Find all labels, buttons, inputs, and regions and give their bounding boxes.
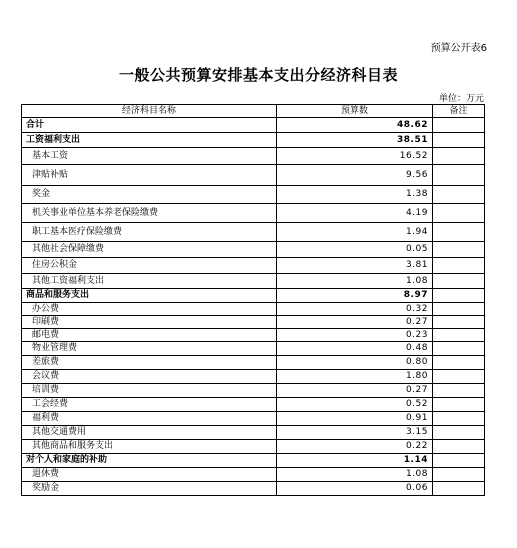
- row-note: [433, 412, 485, 426]
- row-amount: 4.19: [277, 204, 433, 223]
- row-item-name: 邮电费: [22, 329, 277, 342]
- unit-label: 单位：万元: [438, 94, 484, 104]
- header-amount: 预算数: [277, 105, 433, 118]
- row-item-name: 住房公积金: [22, 258, 277, 274]
- row-amount: 3.15: [277, 426, 433, 440]
- row-item-name: 其他工资福利支出: [22, 274, 277, 289]
- table-row: [22, 342, 485, 356]
- row-amount: 0.06: [277, 482, 433, 496]
- table-row: [22, 223, 485, 242]
- row-amount: 0.52: [277, 398, 433, 412]
- row-amount: 1.80: [277, 370, 433, 384]
- row-item-name: 会议费: [22, 370, 277, 384]
- row-amount: 8.97: [277, 289, 433, 303]
- table-row: [22, 242, 485, 258]
- row-amount: 1.08: [277, 468, 433, 482]
- row-item-name: 商品和服务支出: [22, 289, 277, 303]
- table-row: [22, 384, 485, 398]
- document-title: 一般公共预算安排基本支出分经济科目表: [118, 66, 398, 84]
- row-amount: 0.23: [277, 329, 433, 342]
- row-item-name: 职工基本医疗保险缴费: [22, 223, 277, 242]
- row-amount: 0.27: [277, 316, 433, 329]
- row-amount: 9.56: [277, 165, 433, 186]
- row-amount: 1.38: [277, 186, 433, 204]
- table-row: [22, 426, 485, 440]
- table-row: [22, 186, 485, 204]
- table-code-label: 预算公开表6: [430, 43, 487, 54]
- row-note: [433, 356, 485, 370]
- row-amount: 1.08: [277, 274, 433, 289]
- table-row: [22, 274, 485, 289]
- row-note: [433, 165, 485, 186]
- row-item-name: 物业管理费: [22, 342, 277, 356]
- row-item-name: 工会经费: [22, 398, 277, 412]
- row-amount: 3.81: [277, 258, 433, 274]
- row-note: [433, 274, 485, 289]
- row-amount: 0.22: [277, 440, 433, 454]
- row-item-name: 合计: [22, 118, 277, 133]
- row-amount: 0.32: [277, 303, 433, 316]
- row-note: [433, 316, 485, 329]
- row-amount: 0.48: [277, 342, 433, 356]
- row-note: [433, 342, 485, 356]
- row-note: [433, 133, 485, 148]
- row-note: [433, 186, 485, 204]
- row-note: [433, 482, 485, 496]
- header-name: 经济科目名称: [22, 105, 277, 118]
- table-row: [22, 303, 485, 316]
- row-note: [433, 370, 485, 384]
- row-amount: 16.52: [277, 148, 433, 165]
- table-row: [22, 468, 485, 482]
- row-amount: 0.05: [277, 242, 433, 258]
- row-amount: 38.51: [277, 133, 433, 148]
- table-row: [22, 258, 485, 274]
- row-item-name: 工资福利支出: [22, 133, 277, 148]
- row-item-name: 其他交通费用: [22, 426, 277, 440]
- row-amount: 0.27: [277, 384, 433, 398]
- row-note: [433, 242, 485, 258]
- table-row: [22, 204, 485, 223]
- row-note: [433, 426, 485, 440]
- table-row: [22, 148, 485, 165]
- row-item-name: 退休费: [22, 468, 277, 482]
- row-amount: 1.14: [277, 454, 433, 468]
- row-item-name: 其他社会保障缴费: [22, 242, 277, 258]
- row-item-name: 办公费: [22, 303, 277, 316]
- row-item-name: 培训费: [22, 384, 277, 398]
- row-item-name: 机关事业单位基本养老保险缴费: [22, 204, 277, 223]
- row-note: [433, 454, 485, 468]
- row-amount: 48.62: [277, 118, 433, 133]
- row-item-name: 印刷费: [22, 316, 277, 329]
- row-note: [433, 303, 485, 316]
- table-row: [22, 412, 485, 426]
- table-row: [22, 482, 485, 496]
- row-item-name: 基本工资: [22, 148, 277, 165]
- row-note: [433, 223, 485, 242]
- table-header-row: [22, 105, 485, 118]
- table-row: [22, 398, 485, 412]
- row-note: [433, 398, 485, 412]
- row-note: [433, 329, 485, 342]
- row-note: [433, 384, 485, 398]
- table-row: [22, 440, 485, 454]
- row-item-name: 其他商品和服务支出: [22, 440, 277, 454]
- row-amount: 0.91: [277, 412, 433, 426]
- row-item-name: 差旅费: [22, 356, 277, 370]
- row-item-name: 津贴补贴: [22, 165, 277, 186]
- row-note: [433, 148, 485, 165]
- table-row: [22, 289, 485, 303]
- budget-table: [21, 104, 485, 496]
- row-item-name: 奖金: [22, 186, 277, 204]
- row-note: [433, 440, 485, 454]
- table-row: [22, 356, 485, 370]
- table-row: [22, 165, 485, 186]
- row-note: [433, 118, 485, 133]
- table-row: [22, 370, 485, 384]
- header-note: 备注: [433, 105, 485, 118]
- table-row: [22, 316, 485, 329]
- table-row: [22, 454, 485, 468]
- row-item-name: 对个人和家庭的补助: [22, 454, 277, 468]
- table-row: [22, 329, 485, 342]
- row-note: [433, 204, 485, 223]
- row-item-name: 奖励金: [22, 482, 277, 496]
- table-row: [22, 133, 485, 148]
- row-item-name: 福利费: [22, 412, 277, 426]
- row-note: [433, 258, 485, 274]
- row-amount: 0.80: [277, 356, 433, 370]
- row-note: [433, 289, 485, 303]
- row-amount: 1.94: [277, 223, 433, 242]
- table-row: [22, 118, 485, 133]
- row-note: [433, 468, 485, 482]
